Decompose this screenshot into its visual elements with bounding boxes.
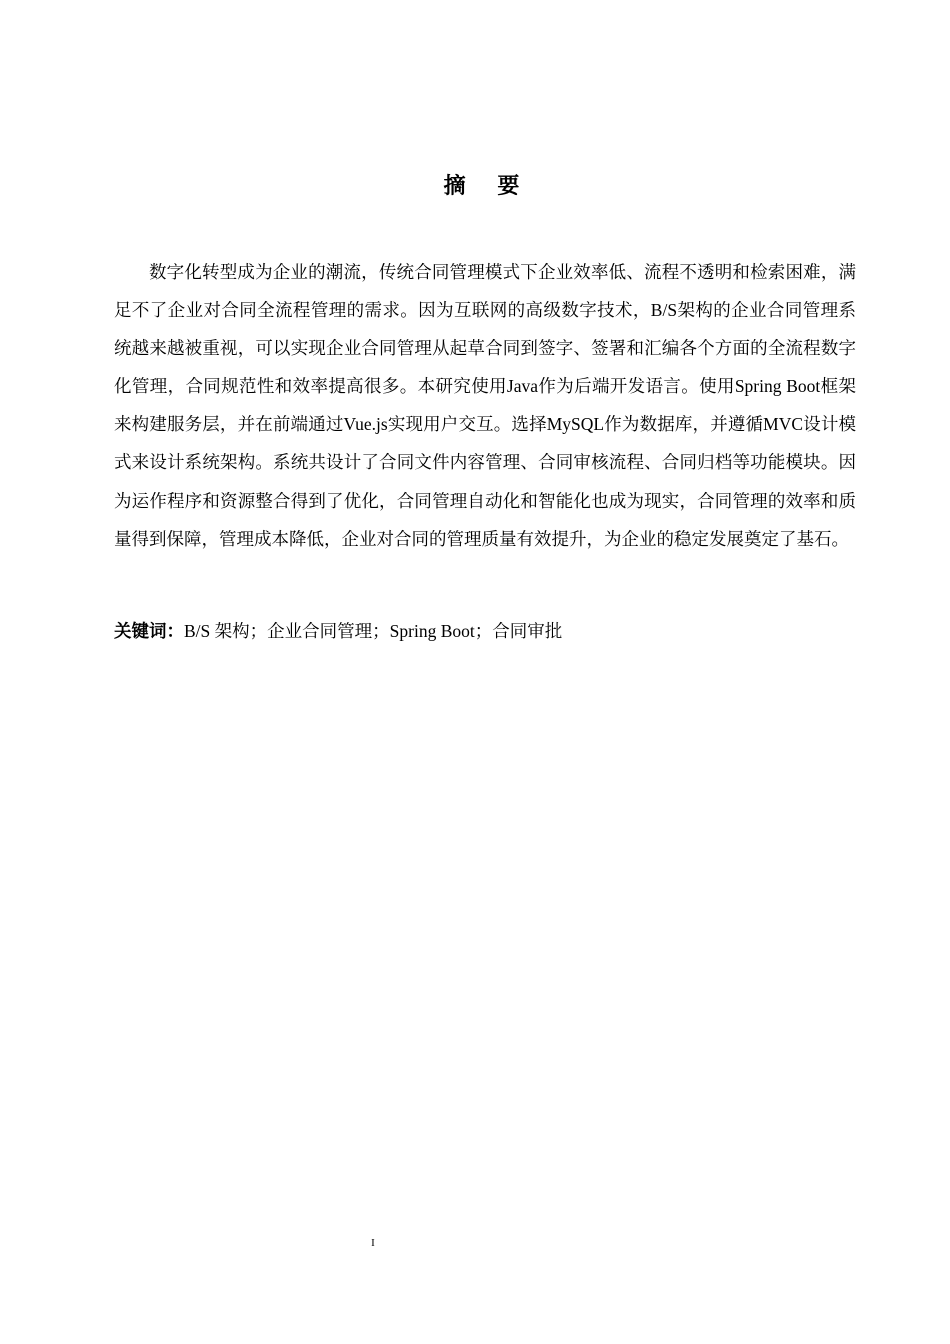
abstract-paragraph: 数字化转型成为企业的潮流，传统合同管理模式下企业效率低、流程不透明和检索困难，满足不了企业对合同全流程管理的需求。因为互联网的高级数字技术，B/S架构的企业合同管理系统越来越被重视，可以实现企业合同管理从起草合同到签字、签署和汇编各个方面的全流程数字化管理，合同规范性和效率提高很多。本研究使用Java作为后端开发语言。使用Spring Boot框架来构建服务层，并在前端通过Vue.js实现用户交互。选择MySQL作为数据库，并遵循MVC设计模式来设计系统架构。系统共设计了合同文件内容管理、合同审核流程、合同归档等功能模块。因为运作程序和资源整合得到了优化，合同管理自动化和智能化也成为现实，合同管理的效率和质量得到保障，管理成本降低，企业对合同的管理质量有效提升，为企业的稳定发展奠定了基石。 xyxy=(114,262,856,549)
page-number: I xyxy=(371,1237,375,1249)
page-title: 摘 要 xyxy=(443,174,532,199)
keywords-label: 关键词： xyxy=(114,621,184,641)
keywords-line xyxy=(114,614,856,648)
keywords-text: B/S 架构；企业合同管理；Spring Boot；合同审批 xyxy=(184,621,563,641)
